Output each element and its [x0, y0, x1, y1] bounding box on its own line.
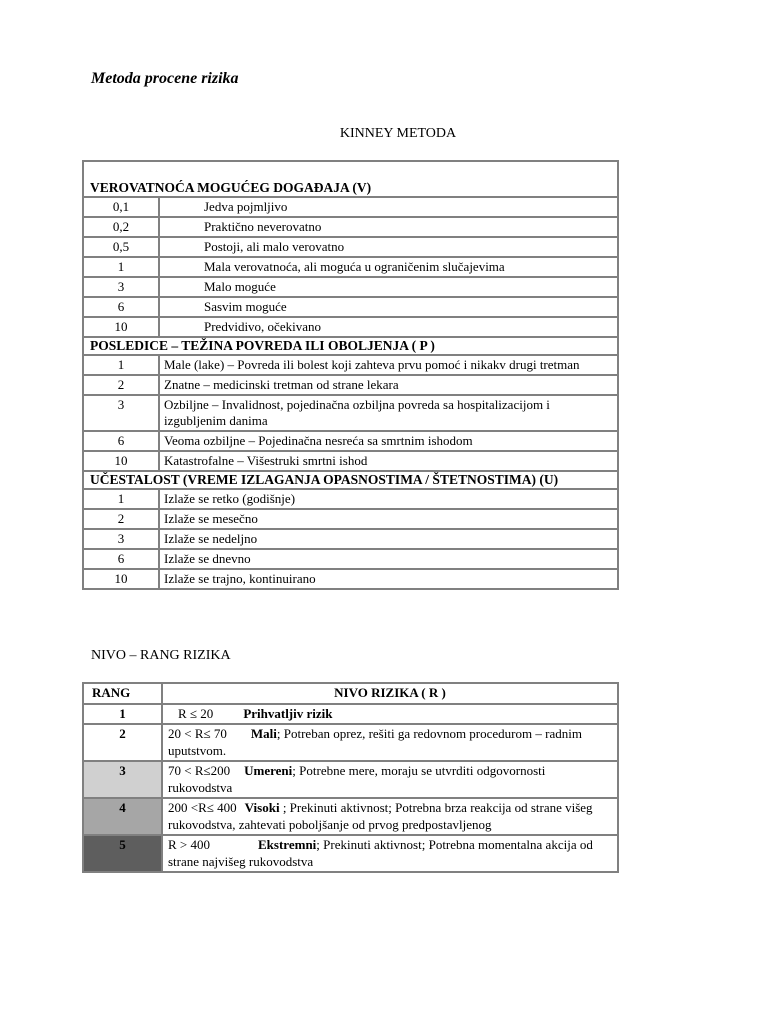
- probability-label: Sasvim moguće: [159, 297, 618, 317]
- risk-range: 70 < R≤200: [168, 763, 231, 778]
- frequency-label: Izlaže se retko (godišnje): [159, 489, 618, 509]
- risk-description: [162, 704, 618, 725]
- risk-row: [83, 761, 618, 798]
- table-row: [83, 549, 618, 569]
- risk-row: [83, 835, 618, 872]
- risk-description: [162, 835, 618, 872]
- table-row: [83, 355, 618, 375]
- probability-header: VEROVATNOĆA MOGUĆEG DOGAĐAJA (V): [83, 161, 618, 197]
- risk-rang: 3: [83, 761, 162, 798]
- risk-row: [83, 724, 618, 761]
- consequences-header: POSLEDICE – TEŽINA POVREDA ILI OBOLJENJA ( P ): [83, 337, 618, 355]
- document-title: Metoda procene rizika: [91, 70, 239, 87]
- risk-level: Umereni: [244, 763, 293, 778]
- risk-range: R ≤ 20: [178, 705, 214, 721]
- consequences-label: Znatne – medicinski tretman od strane lekara: [159, 375, 618, 395]
- risk-range: 200 <R≤ 400: [168, 800, 237, 815]
- risk-rang: 4: [83, 798, 162, 835]
- risk-heading: NIVO – RANG RIZIKA: [91, 648, 231, 663]
- risk-rang: 2: [83, 724, 162, 761]
- method-title: KINNEY METODA: [339, 126, 457, 141]
- table-row: [83, 375, 618, 395]
- table-row: [83, 197, 618, 217]
- table-row: [83, 217, 618, 237]
- risk-level: Visoki: [244, 800, 280, 815]
- risk-header-row: [83, 683, 618, 704]
- frequency-label: Izlaže se nedeljno: [159, 529, 618, 549]
- risk-level: Prihvatljiv rizik: [243, 705, 333, 721]
- probability-value: 6: [83, 297, 159, 317]
- consequences-header-row: [83, 337, 618, 355]
- consequences-label: Male (lake) – Povreda ili bolest koji zahteva prvu pomoć i nikakv drugi tretman: [159, 355, 618, 375]
- risk-action: ; Potrebne mere, moraju se utvrditi odgovornosti rukovodstva: [168, 763, 546, 795]
- frequency-label: Izlaže se mesečno: [159, 509, 618, 529]
- probability-label: Malo moguće: [159, 277, 618, 297]
- risk-row: [83, 704, 618, 725]
- frequency-header-row: [83, 471, 618, 489]
- risk-row: [83, 798, 618, 835]
- rang-column-header: RANG: [83, 683, 162, 704]
- frequency-label: Izlaže se trajno, kontinuirano: [159, 569, 618, 589]
- risk-action: ; Prekinuti aktivnost; Potrebna momentalna akcija od strane najvišeg rukovodstva: [168, 837, 593, 869]
- risk-table: [82, 682, 619, 873]
- table-row: [83, 237, 618, 257]
- probability-label: Jedva pojmljivo: [159, 197, 618, 217]
- kinney-table: [82, 160, 619, 590]
- probability-value: 10: [83, 317, 159, 337]
- risk-range: R > 400: [168, 837, 211, 852]
- risk-action: ; Prekinuti aktivnost; Potrebna brza reakcija od strane višeg rukovodstva, zahtevati poboljšanje od prvog predpostavljenog: [168, 800, 593, 832]
- table-row: [83, 277, 618, 297]
- table-row: [83, 489, 618, 509]
- table-row: [83, 529, 618, 549]
- probability-value: 1: [83, 257, 159, 277]
- consequences-label: Ozbiljne – Invalidnost, pojedinačna ozbiljna povreda sa hospitalizacijom i izgubljenim danima: [159, 395, 618, 431]
- risk-description: [162, 798, 618, 835]
- table-row: [83, 257, 618, 277]
- frequency-value: 6: [83, 549, 159, 569]
- consequences-label: Veoma ozbiljne – Pojedinačna nesreća sa smrtnim ishodom: [159, 431, 618, 451]
- table-row: [83, 431, 618, 451]
- frequency-header: UČESTALOST (VREME IZLAGANJA OPASNOSTIMA / ŠTETNOSTIMA) (U): [83, 471, 618, 489]
- risk-description: [162, 761, 618, 798]
- risk-action: ; Potreban oprez, rešiti ga redovnom procedurom – radnim uputstvom.: [168, 726, 582, 758]
- table-row: [83, 297, 618, 317]
- table-row: [83, 395, 618, 431]
- risk-range: 20 < R≤ 70: [168, 726, 227, 741]
- consequences-value: 6: [83, 431, 159, 451]
- frequency-value: 3: [83, 529, 159, 549]
- probability-header-row: [83, 161, 618, 197]
- probability-label: Postoji, ali malo verovatno: [159, 237, 618, 257]
- risk-rang: 1: [83, 704, 162, 725]
- risk-level: Mali: [250, 726, 277, 741]
- table-row: [83, 509, 618, 529]
- consequences-value: 3: [83, 395, 159, 431]
- risk-rang: 5: [83, 835, 162, 872]
- probability-label: Predvidivo, očekivano: [159, 317, 618, 337]
- table-row: [83, 451, 618, 471]
- consequences-value: 10: [83, 451, 159, 471]
- frequency-value: 2: [83, 509, 159, 529]
- table-row: [83, 317, 618, 337]
- frequency-label: Izlaže se dnevno: [159, 549, 618, 569]
- probability-label: Praktično neverovatno: [159, 217, 618, 237]
- probability-label: Mala verovatnoća, ali moguća u ograničenim slučajevima: [159, 257, 618, 277]
- risk-description: [162, 724, 618, 761]
- consequences-label: Katastrofalne – Višestruki smrtni ishod: [159, 451, 618, 471]
- probability-value: 0,2: [83, 217, 159, 237]
- probability-value: 0,1: [83, 197, 159, 217]
- level-column-header: NIVO RIZIKA ( R ): [162, 683, 618, 704]
- probability-value: 3: [83, 277, 159, 297]
- risk-level: Ekstremni: [258, 837, 317, 852]
- probability-value: 0,5: [83, 237, 159, 257]
- consequences-value: 1: [83, 355, 159, 375]
- consequences-value: 2: [83, 375, 159, 395]
- frequency-value: 10: [83, 569, 159, 589]
- frequency-value: 1: [83, 489, 159, 509]
- table-row: [83, 569, 618, 589]
